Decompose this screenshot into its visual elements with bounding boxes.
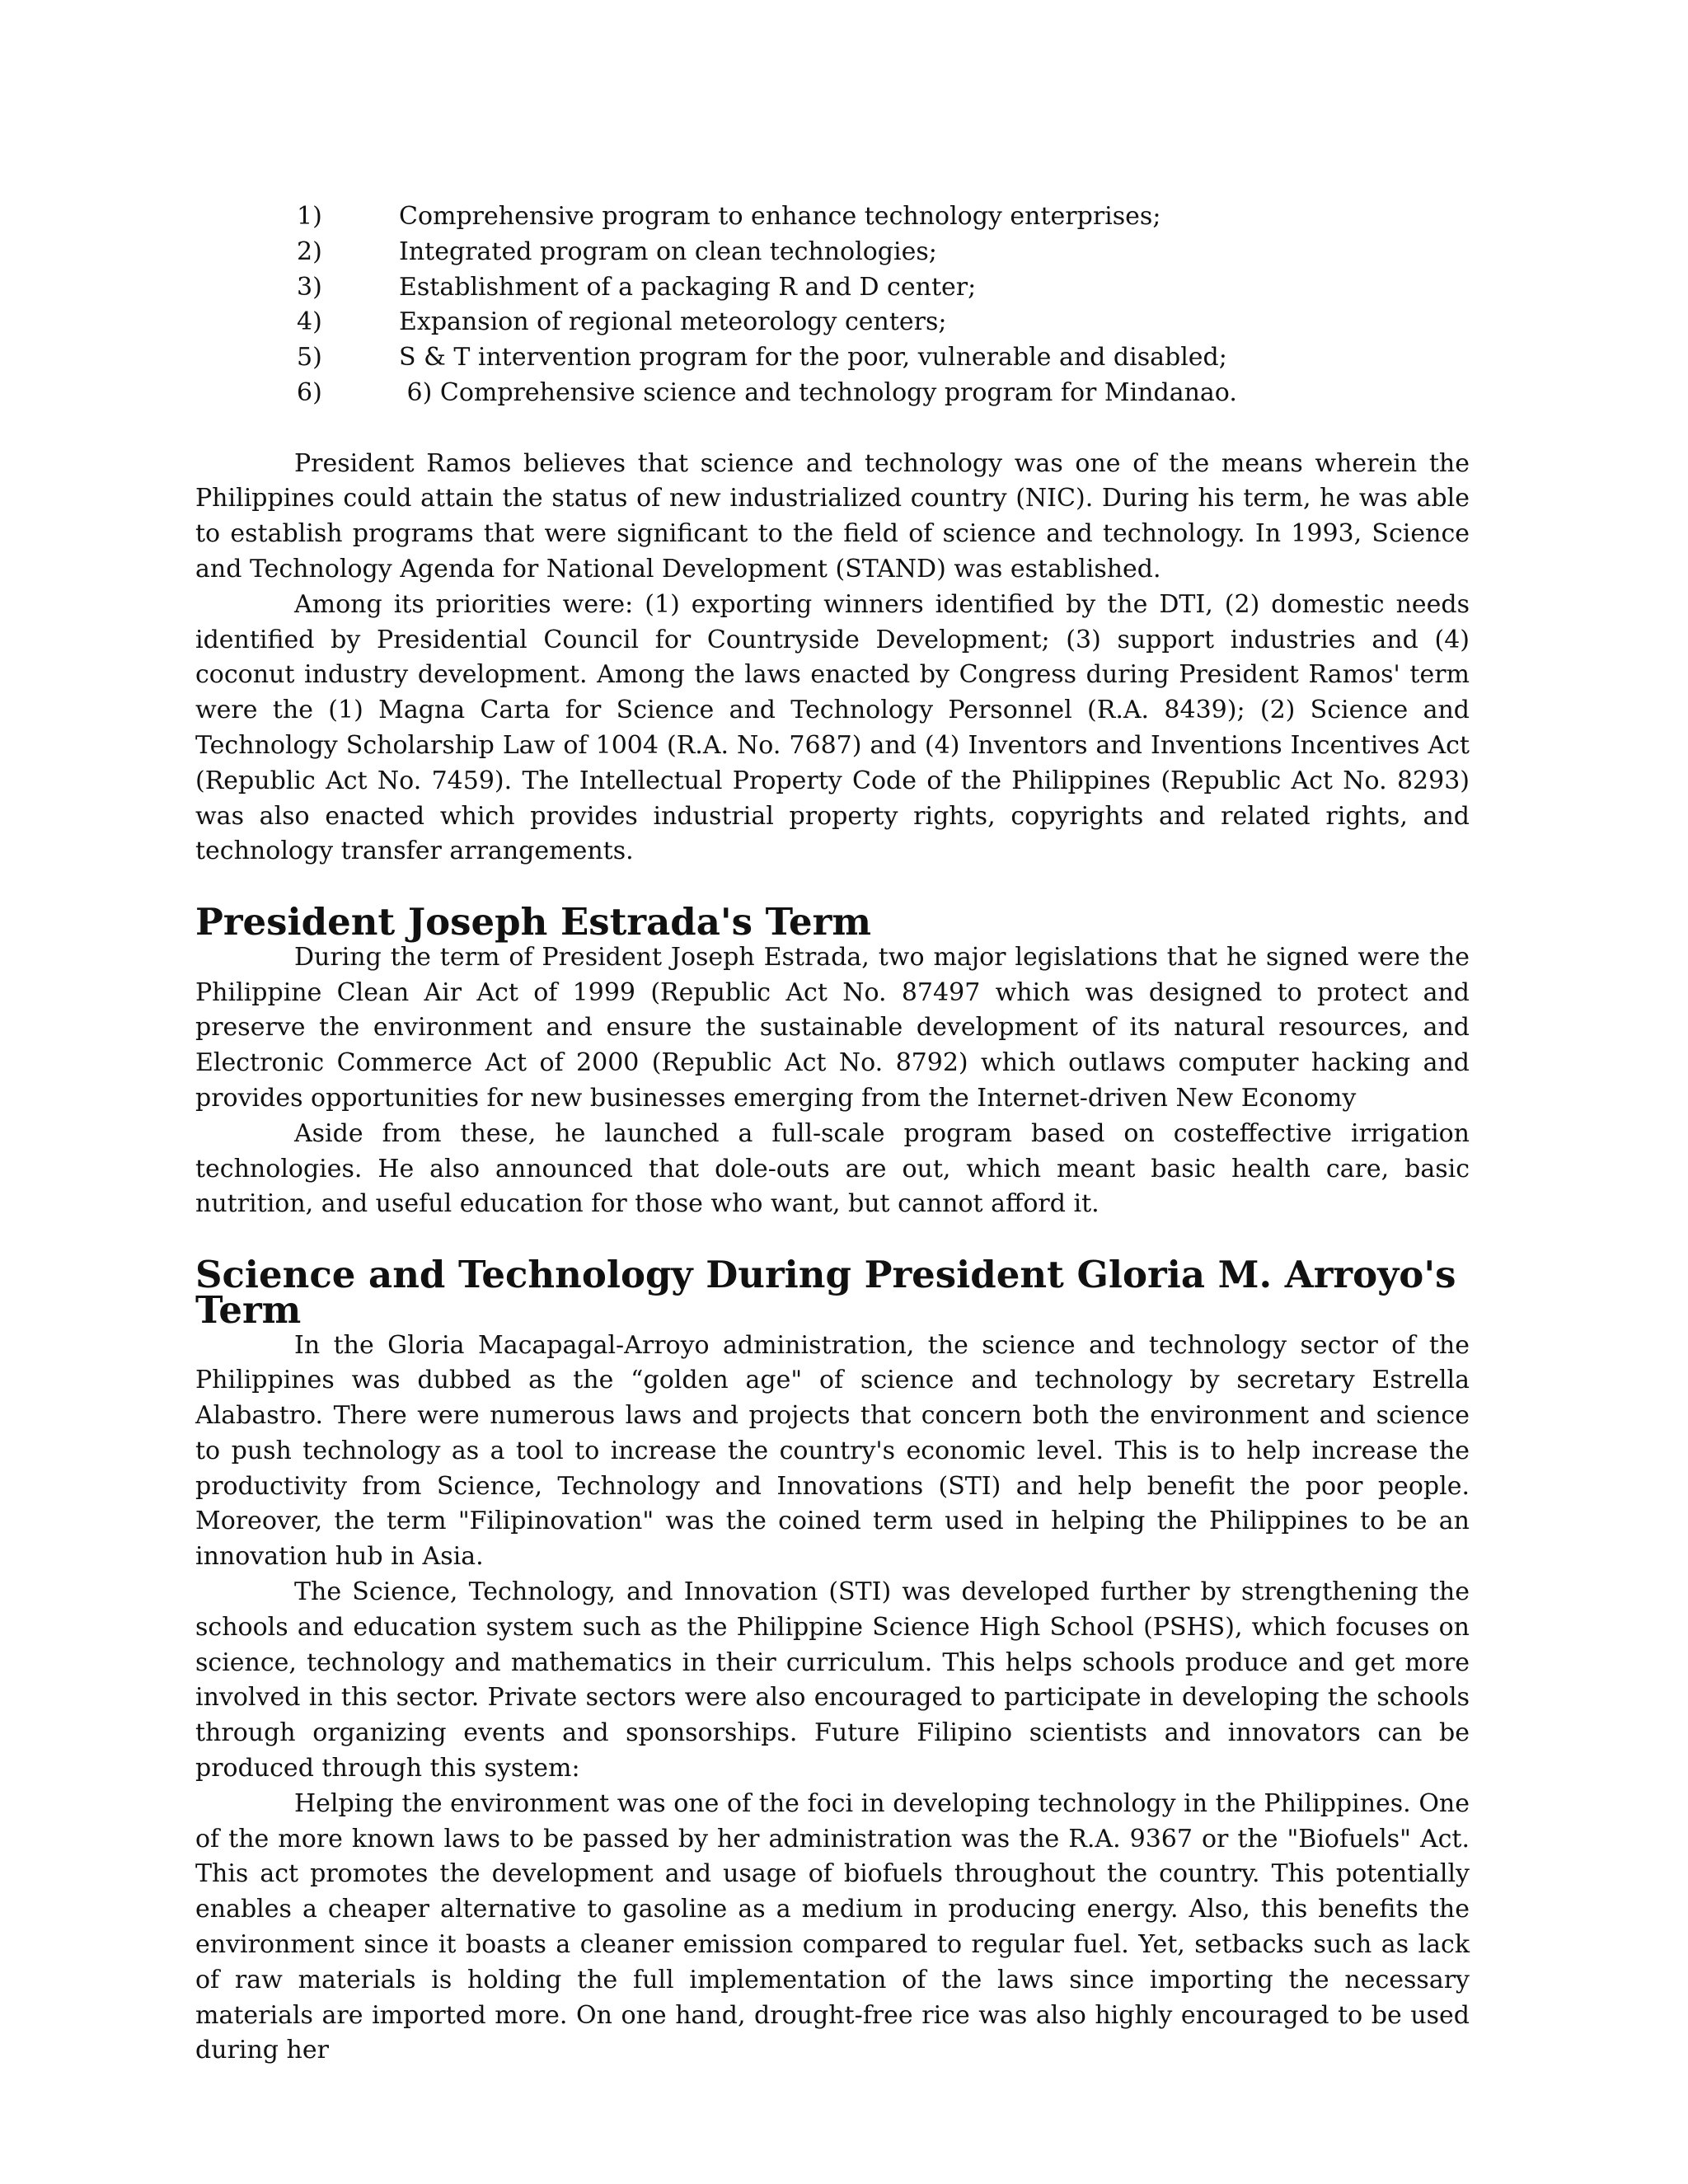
ramos-paragraph-1: President Ramos believes that science and technology was one of the means wherein the Philippines could attain the status of new industrialized country (NIC). During his term, he was able to establish programs that were significant to the field of science and technology. In 1993, Science and Technology Agenda for National Development (STAND) was established.	[195, 448, 1470, 583]
list-item-text: Expansion of regional meteorology centers;	[399, 307, 947, 337]
document-page	[195, 199, 1470, 2069]
list-item-number: 4)	[297, 307, 322, 337]
list-item-text: 6) Comprehensive science and technology program for Mindanao.	[399, 377, 1237, 407]
list-item-number: 3)	[297, 272, 322, 302]
estrada-section-heading: President Joseph Estrada's Term	[195, 899, 871, 944]
arroyo-paragraph-2: The Science, Technology, and Innovation (STI) was developed further by strengthening the schools and education system such as the Philippine Science High School (PSHS), which focuses on science, technology and mathematics in their curriculum. This helps schools produce and get more involved in this sector. Private sectors were also encouraged to participate in developing the schools through organizing events and sponsorships. Future Filipino scientists and innovators can be produced through this system:	[195, 1577, 1470, 1783]
list-item	[195, 305, 1470, 340]
list-item	[195, 270, 1470, 306]
list-item-text: Integrated program on clean technologies;	[399, 237, 937, 266]
list-item-number: 6)	[297, 377, 322, 407]
estrada-paragraph-1: During the term of President Joseph Estrada, two major legislations that he signed were the Philippine Clean Air Act of 1999 (Republic Act No. 87497 which was designed to protect and preserve the environment and ensure the sustainable development of its natural resources, and Electronic Commerce Act of 2000 (Republic Act No. 8792) which outlaws computer hacking and provides opportunities for new businesses emerging from the Internet-driven New Economy	[195, 942, 1470, 1113]
ramos-paragraph-2: Among its priorities were: (1) exporting winners identified by the DTI, (2) domestic needs identified by Presidential Council for Countryside Development; (3) support industries and (4) coconut industry development. Among the laws enacted by Congress during President Ramos' term were the (1) Magna Carta for Science and Technology Personnel (R.A. 8439); (2) Science and Technology Scholarship Law of 1004 (R.A. No. 7687) and (4) Inventors and Inventions Incentives Act (Republic Act No. 7459). The Intellectual Property Code of the Philippines (Republic Act No. 8293) was also enacted which provides industrial property rights, copyrights and related rights, and technology transfer arrangements.	[195, 589, 1470, 866]
list-item	[195, 376, 1470, 411]
spacer	[195, 411, 1470, 447]
list-item-number: 2)	[297, 237, 322, 266]
list-item	[195, 235, 1470, 270]
list-item-text: Comprehensive program to enhance technology enterprises;	[399, 202, 1161, 231]
list-item	[195, 340, 1470, 376]
priority-program-list	[195, 199, 1470, 411]
list-item-number: 5)	[297, 343, 322, 373]
arroyo-paragraph-3: Helping the environment was one of the foci in developing technology in the Philippines. One of the more known laws to be passed by her administration was the R.A. 9367 or the "Biofuels" Act. This act promotes the development and usage of biofuels throughout the country. This potentially enables a cheaper alternative to gasoline as a medium in producing energy. Also, this benefits the environment since it boasts a cleaner emission compared to regular fuel. Yet, setbacks such as lack of raw materials is holding the full implementation of the laws since importing the necessary materials are imported more. On one hand, drought-free rice was also highly encouraged to be used during her	[195, 1788, 1470, 2065]
estrada-paragraph-2: Aside from these, he launched a full-scale program based on costeffective irrigation technologies. He also announced that dole-outs are out, which meant basic health care, basic nutrition, and useful education for those who want, but cannot afford it.	[195, 1118, 1470, 1219]
list-item-text: S & T intervention program for the poor, vulnerable and disabled;	[399, 343, 1227, 373]
arroyo-paragraph-1: In the Gloria Macapagal-Arroyo administration, the science and technology sector of the Philippines was dubbed as the “golden age" of science and technology by secretary Estrella Alabastro. There were numerous laws and projects that concern both the environment and science to push technology as a tool to increase the country's economic level. This is to help increase the productivity from Science, Technology and Innovations (STI) and help benefit the poor people. Moreover, the term "Filipinovation" was the coined term used in helping the Philippines to be an innovation hub in Asia.	[195, 1330, 1470, 1572]
list-item-text: Establishment of a packaging R and D center;	[399, 272, 977, 302]
list-item-number: 1)	[297, 202, 322, 231]
arroyo-section-heading: Science and Technology During President Gloria M. Arroyo's Term	[195, 1252, 1456, 1332]
list-item	[195, 199, 1470, 235]
